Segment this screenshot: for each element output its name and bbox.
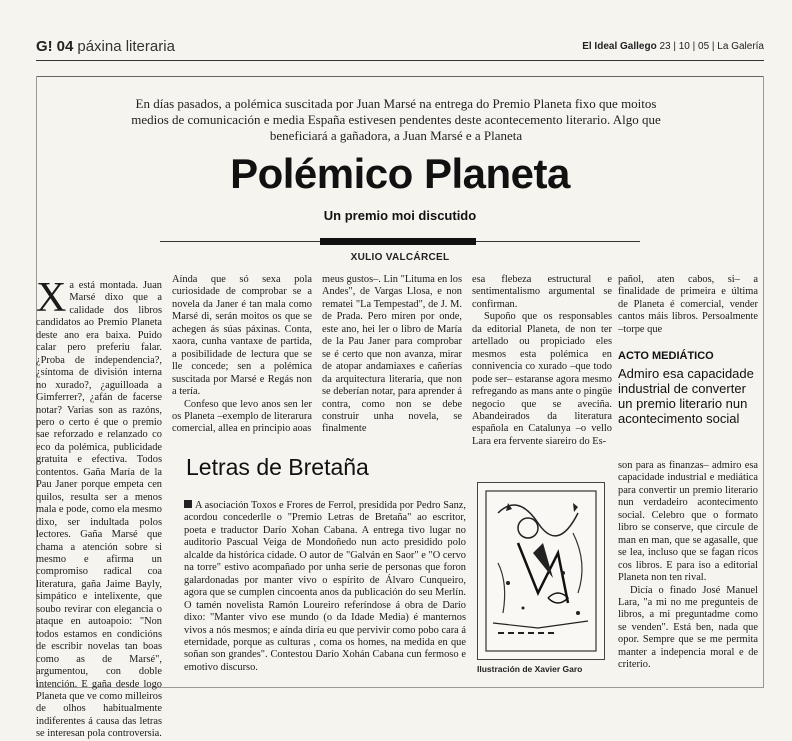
- column-1-paragraph: [36, 275, 162, 741]
- header-right: El Ideal Gallego 23 | 10 | 05 | La Galería: [582, 41, 764, 52]
- article-title: Polémico Planeta: [230, 150, 570, 197]
- issue-date: 23 | 10 | 05: [659, 41, 710, 52]
- column-5: [618, 274, 758, 426]
- title-thick-rule: [320, 238, 476, 245]
- article-lead: En días pasados, a polémica suscitada por Juan Marsé na entrega do Premio Planeta fixo que moitos medios de comunicación e media España estivesen pendentes deste acontecemento literario. Algo que beneficiará a gañadora, a Juan Marsé e a Planeta: [131, 96, 661, 143]
- publication-name: El Ideal Gallego: [582, 41, 657, 52]
- byline: XULIO VALCÁRCEL: [350, 252, 450, 263]
- column-5-paragraph-1: pañol, aten cabos, si– a finalidade de primeira e última de Planeta é comercial, vender cantos máis libros. Persoalmente –torpe que: [618, 274, 758, 335]
- box-text-body: A asociación Toxos e Frores de Ferrol, presidida por Pedro Sanz, acordou concederlle o "Premio Letras de Bretaña" ao escritor, poeta e traductor Darío Xohan Cabana. A entrega tivo lugar no auditorio Pascual Veiga de Mondoñedo nun acto presidido polo alcalde da histórica cidade. O autor de "Galván en Saor" e "O cervo na torre" estivo acompañado por unha serie de personas que foron galardonadas por manter vivo o espírito de Álvaro Cunqueiro, agora que se cumplen cincoenta anos da publicación do seu Merlín. O tamén novelista Ramón Loureiro referíndose á obra de Darío dixo: "Manter vivo ese mundo (o da Idade Media) é manternos vivos a nós mesmos; e aínda diría eu que pervivir como pobo cara á eternidade, porque as culturas , coma os homes, na medida en que soñan son grandes". Contestou Darío Xohán Cabana cun fermoso e emotivo discurso.: [184, 500, 466, 673]
- illustration-caption: Ilustración de Xavier Garo: [477, 664, 583, 674]
- column-4: [472, 274, 612, 448]
- column-4-paragraph-2: Supoño que os responsables da editorial Planeta, de non ter artellado ou propiciado eles mesmos esta polémica en connivencia co xurado –que todo pode ser– estaranse agora mesmo refregando as mans ante o pingüe negocio que se aveciña. Abandeirados da literatura española en Catalunya –o vello Lara era fervente siareiro do Es-: [472, 311, 612, 447]
- illustration-drawing: [478, 483, 604, 659]
- box-title: Letras de Bretaña: [186, 454, 369, 480]
- column-5b-paragraph-1: son para as finanzas– admiro esa capacidade industrial e mediática para convertir un premio literario nun verdadeiro acontecimento social. Celebro que o formato libro se conserve, que circule de man en man, que se agasalle, que se lea, incluso que se fagan ricos cos libros. E para iso a editorial Planeta non ten rival.: [618, 460, 758, 584]
- article-subtitle: Un premio moi discutido: [323, 208, 477, 223]
- column-2-paragraph-1: Aínda que só sexa pola curiosidade de comprobar se a novela da Janer é tan mala como Marsé di, serán moitos os que se achegen ás súas páxinas. Conta, xaora, cunha vantaxe de partida, a posibilidade de lectura que se lle concede; sen a polémica suscitada por Marsé e Regás non a tería.: [172, 274, 312, 398]
- dropcap: X: [36, 275, 67, 321]
- logo-g: G!: [36, 38, 53, 55]
- column-4-paragraph-1: esa flebeza estructural e sentimentalismo argumental se confirman.: [472, 274, 612, 310]
- column-1: [36, 275, 162, 741]
- column-2-paragraph-2: Confeso que levo anos sen ler os Planeta –exemplo de literarura comercial, allea en principio aoas: [172, 398, 312, 435]
- pull-quote-body: Admiro esa capacidade industrial de converter un premio literario nun acontecimento social: [618, 365, 754, 426]
- column-3-paragraph-1: meus gustos–. Lin "Lituma en los Andes", de Vargas Llosa, e non rematei "La Tempestad", de J. M. de Prada. Pero miren por onde, este ano, hei ler o libro de María de la Pau Janer para comprobar se é certo que non avanza, mirar de atopar andamiaxes e cañerías da arquitectura literaria, que non se deberían notar, para aprender á contra, como non se debe construir unha novela, se finalmente: [322, 274, 462, 435]
- page-number: 04: [56, 38, 74, 55]
- letras-bretana-box: [172, 440, 612, 684]
- page-header: [36, 38, 764, 60]
- supplement-name: La Galería: [717, 41, 764, 52]
- column-3: [322, 274, 462, 436]
- box-text: [184, 500, 466, 674]
- square-bullet-icon: [184, 500, 192, 508]
- pull-quote-title: ACTO MEDIÁTICO: [618, 350, 714, 363]
- header-left: [36, 38, 175, 55]
- header-rule: [36, 60, 764, 61]
- column-1-text: a está montada. Juan Marsé dixo que a calidade dos libros candidatos ao Premio Planeta deste ano era baixa. Puido calar pero preferiu falar. ¿Proba de independencia?, ¿síntoma de división interna no xurado?, ¿aguilloada a Gimferrer?, ¿afán de facerse notar? Varias son as razóns, pero o certo é que o premio sae reforzado e relanzado co eco da polémica, publicidade gratuita e efectiva. Todos contentos. Gaña María de la Pau Janer porque empeta cen quilos, resulta ser a menos mala e pode, como ela mesmo dixo, ser indultada polos lectores. Gaña Marsé que chama a atención sobre si mesmo e afirma un compromiso radical coa literatura, gaña Jaime Bayly, simpático e intelixente, que soubo revirar con elegancia o ataque en autoapoio: "Non todos estamos en condicións de escribir novelas tan boas como as de Marsé", argumentou, con doble intención. E gaña desde logo Planeta que ve como milleiros de olhos habitualmente indiferentes á causa das letras se interesan pola controversia.: [36, 280, 162, 740]
- section-name: páxina literaria: [77, 38, 175, 55]
- column-5b-paragraph-2: Dicía o finado José Manuel Lara, "a mi no me pregunteis de libros, a mi preguntadme como se venden". Está ben, nada que opor. Sempre que se me permita manter a indepencia moral e de criterio.: [618, 584, 758, 671]
- column-2: [172, 274, 312, 436]
- illustration: [477, 482, 605, 660]
- column-5-continued: [618, 460, 758, 672]
